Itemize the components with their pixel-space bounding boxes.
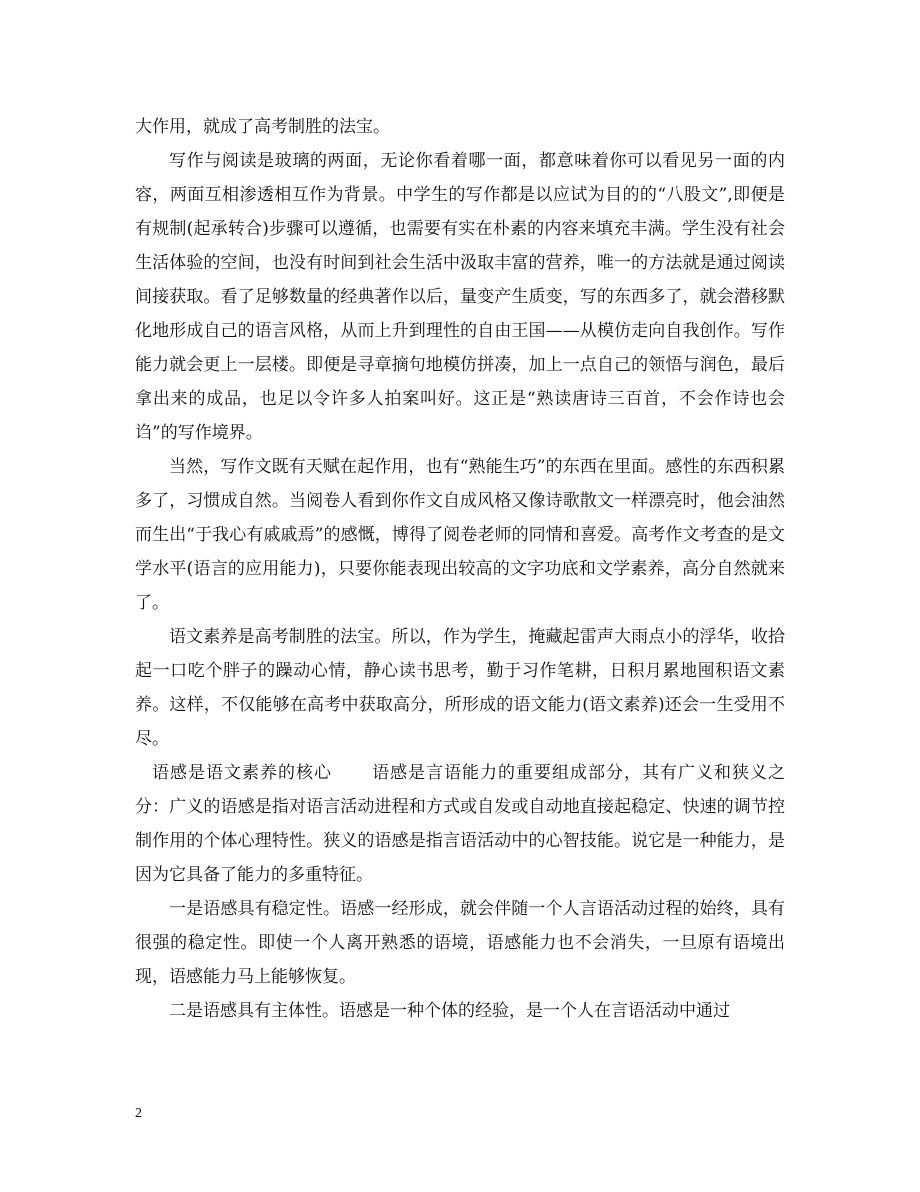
paragraph-1: 大作用，就成了高考制胜的法宝。	[135, 117, 390, 137]
paragraph-2: 写作与阅读是玻璃的两面，无论你看着哪一面，都意味着你可以看见另一面的内容，两面互相渗透相互作为背景。中学生的写作都是以应试为目的的“八股文”,即便是有规制(起承转合)步骤可以遵循，也需要有实在朴素的内容来填充丰满。学生没有社会生活体验的空间，也没有时间到社会生活中汲取丰富的营养，唯一的方法就是通过阅读间接获取。看了足够数量的经典著作以后，量变产生质变，写的东西多了，就会潜移默化地形成自己的语言风格，从而上升到理性的自由王国——从模仿走向自我创作。写作能力就会更上一层楼。即便是寻章摘句地模仿拼凑，加上一点自己的领悟与润色，最后拿出来的成品，也足以令许多人拍案叫好。这正是“熟读唐诗三百首，不会作诗也会诌”的写作境界。	[135, 151, 785, 443]
document-body	[135, 110, 785, 1028]
page-number: 2	[135, 1106, 142, 1121]
paragraph-6: 一是语感具有稳定性。语感一经形成，就会伴随一个人言语活动过程的始终，具有很强的稳定性。即使一个人离开熟悉的语境，语感能力也不会消失，一旦原有语境出现，语感能力马上能够恢复。	[135, 899, 785, 987]
paragraph-5	[135, 756, 785, 892]
paragraph-5-text: 语感是言语能力的重要组成部分，其有广义和狭义之分：广义的语感是指对语言活动进程和方式或自发或自动地直接起稳定、快速的调节控制作用的个体心理特性。狭义的语感是指言语活动中的心智技能。说它是一种能力，是因为它具备了能力的多重特征。	[135, 763, 786, 885]
paragraph-7: 二是语感具有主体性。语感是一种个体的经验，是一个人在言语活动中通过	[169, 1001, 730, 1021]
paragraph-3: 当然，写作文既有天赋在起作用，也有“熟能生巧”的东西在里面。感性的东西积累多了，习惯成自然。当阅卷人看到你作文自成风格又像诗歌散文一样漂亮时，他会油然而生出“于我心有戚戚焉”的感慨，博得了阅卷老师的同情和喜爱。高考作文考查的是文学水平(语言的应用能力)，只要你能表现出较高的文字功底和文学素养，高分自然就来了。	[135, 457, 785, 613]
section-heading: 语感是语文素养的核心	[152, 763, 332, 783]
paragraph-4: 语文素养是高考制胜的法宝。所以，作为学生，掩藏起雷声大雨点小的浮华，收拾起一口吃个胖子的躁动心情，静心读书思考，勤于习作笔耕，日积月累地囤积语文素养。这样，不仅能够在高考中获取高分，所形成的语文能力(语文素养)还会一生受用不尽。	[135, 627, 785, 749]
